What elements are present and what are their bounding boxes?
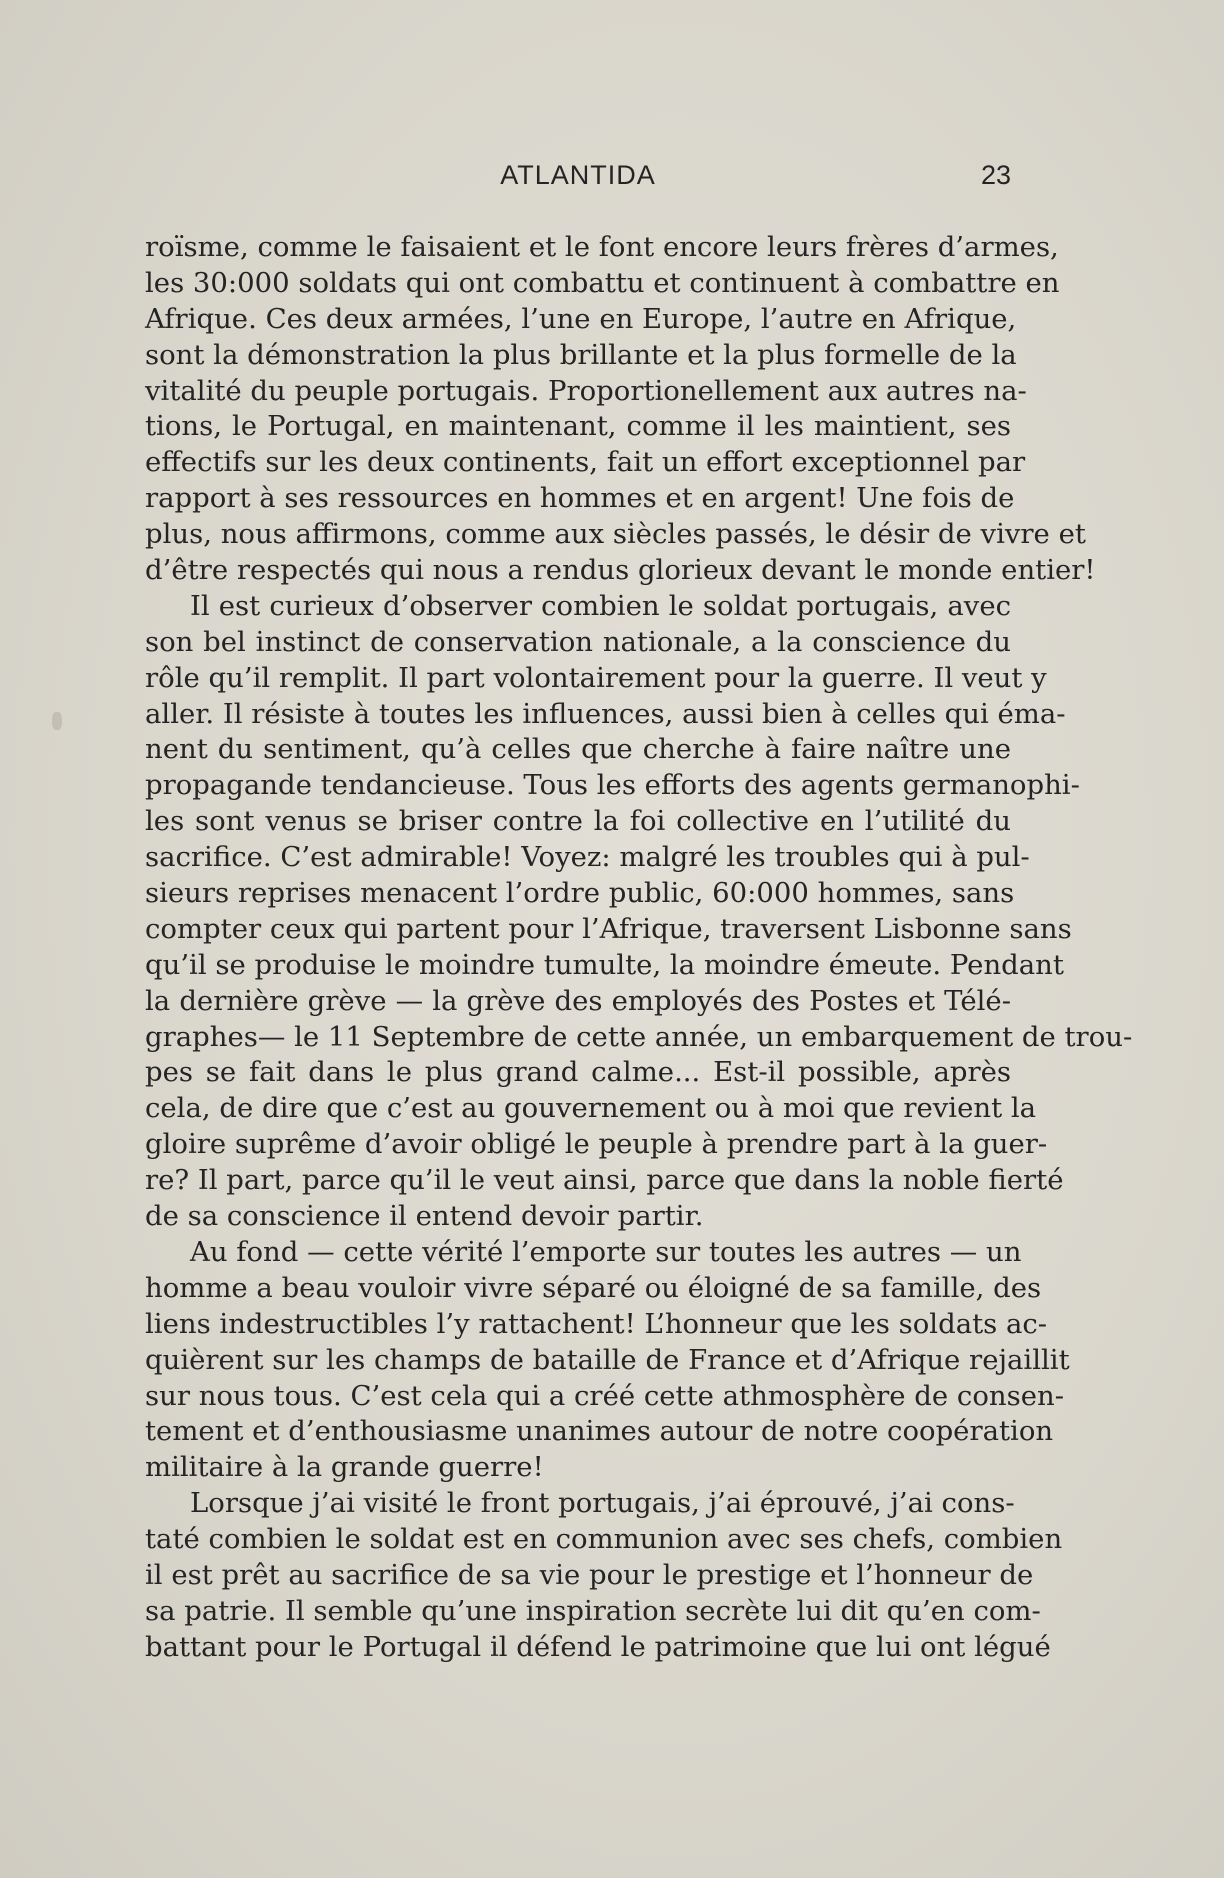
text-line: liens indestructibles l’y rattachent! L’honneur que les soldats ac-: [145, 1307, 1048, 1340]
text-line: gloire suprême d’avoir obligé le peuple à prendre part à la guer-: [145, 1128, 1048, 1161]
text-line: vitalité du peuple portugais. Proportionellement aux autres na-: [145, 374, 1027, 407]
text-line: tement et d’enthousiasme unanimes autour de notre coopération: [145, 1415, 1054, 1448]
text-line: battant pour le Portugal il défend le patrimoine que lui ont légué: [145, 1630, 1051, 1663]
text-line: les sont venus se briser contre la foi collective en l’utilité du: [145, 805, 1011, 838]
running-header: [145, 160, 1011, 192]
text-line: les 30:000 soldats qui ont combattu et continuent à combattre en: [145, 266, 1060, 299]
text-line: il est prêt au sacrifice de sa vie pour le prestige et l’honneur de: [145, 1558, 1034, 1591]
paper-speck: [52, 712, 62, 730]
text-line: son bel instinct de conservation nationale, a la conscience du: [145, 625, 1011, 658]
text-line: sur nous tous. C’est cela qui a créé cette athmosphère de consen-: [145, 1379, 1064, 1412]
text-line: propagande tendancieuse. Tous les efforts des agents germanophi-: [145, 769, 1080, 802]
text-line: la dernière grève — la grève des employés des Postes et Télé-: [145, 984, 1011, 1017]
text-line: cela, de dire que c’est au gouvernement ou à moi que revient la: [145, 1092, 1037, 1125]
text-line: aller. Il résiste à toutes les influences, aussi bien à celles qui éma-: [145, 697, 1066, 730]
text-line: compter ceux qui partent pour l’Afrique, traversent Lisbonne sans: [145, 912, 1072, 945]
text-line: sont la démonstration la plus brillante et la plus formelle de la: [145, 338, 1017, 371]
text-line: Au fond — cette vérité l’emporte sur toutes les autres — un: [190, 1235, 1022, 1268]
text-line: militaire à la grande guerre!: [145, 1451, 544, 1484]
running-title: ATLANTIDA: [500, 160, 656, 190]
text-line: taté combien le soldat est en communion avec ses chefs, combien: [145, 1523, 1063, 1556]
text-line: qu’il se produise le moindre tumulte, la moindre émeute. Pendant: [145, 948, 1064, 981]
text-line: rôle qu’il remplit. Il part volontairement pour la guerre. Il veut y: [145, 661, 1047, 694]
text-line: effectifs sur les deux continents, fait un effort exceptionnel par: [145, 446, 1026, 479]
text-line: Afrique. Ces deux armées, l’une en Europe, l’autre en Afrique,: [145, 302, 1017, 335]
text-line: pes se fait dans le plus grand calme... Est-il possible, après: [145, 1056, 1011, 1089]
text-line: de sa conscience il entend devoir partir.: [145, 1200, 704, 1233]
text-line: graphes— le 11 Septembre de cette année, un embarquement de trou-: [145, 1020, 1133, 1053]
text-line: sa patrie. Il semble qu’une inspiration secrète lui dit qu’en com-: [145, 1594, 1041, 1627]
text-line: quièrent sur les champs de bataille de France et d’Afrique rejaillit: [145, 1343, 1070, 1376]
text-line: rapport à ses ressources en hommes et en argent! Une fois de: [145, 482, 1015, 515]
page-number: 23: [980, 160, 1011, 190]
text-line: homme a beau vouloir vivre séparé ou éloigné de sa famille, des: [145, 1271, 1042, 1304]
body-text: [145, 230, 1133, 1666]
text-line: d’être respectés qui nous a rendus glorieux devant le monde entier!: [145, 554, 1096, 587]
text-line: roïsme, comme le faisaient et le font encore leurs frères d’armes,: [145, 231, 1059, 263]
text-line: Il est curieux d’observer combien le soldat portugais, avec: [190, 589, 1011, 622]
text-line: sacrifice. C’est admirable! Voyez: malgré les troubles qui à pul-: [145, 841, 1030, 874]
text-line: re? Il part, parce qu’il le veut ainsi, parce que dans la noble fierté: [145, 1164, 1064, 1197]
text-line: sieurs reprises menacent l’ordre public, 60:000 hommes, sans: [145, 877, 1015, 910]
text-line: plus, nous affirmons, comme aux siècles passés, le désir de vivre et: [145, 518, 1086, 551]
text-line: nent du sentiment, qu’à celles que cherche à faire naître une: [145, 733, 1011, 766]
text-line: tions, le Portugal, en maintenant, comme il les maintient, ses: [145, 410, 1011, 443]
text-line: Lorsque j’ai visité le front portugais, j’ai éprouvé, j’ai cons-: [190, 1487, 1015, 1520]
